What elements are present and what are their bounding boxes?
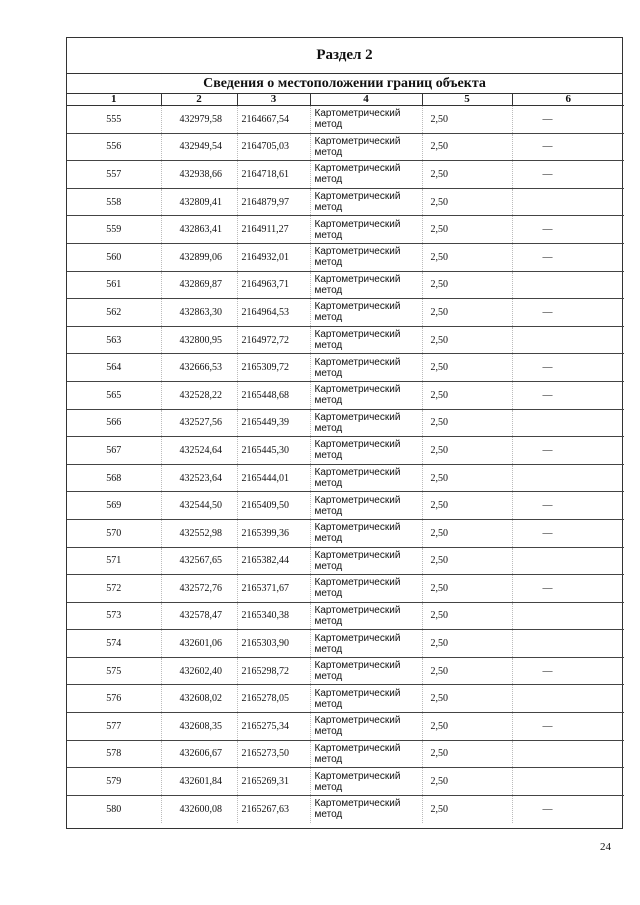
coordinate-y: 2164963,71 [237,271,310,299]
description-cell: — [512,657,624,685]
coordinate-x: 432979,58 [161,106,237,134]
coordinate-y: 2165273,50 [237,740,310,768]
determination-method [310,354,422,382]
coordinate-y: 2164667,54 [237,106,310,134]
description-cell: — [542,803,553,815]
point-number: 558 [67,188,161,216]
method-line-2: метод [314,257,343,269]
method-line-1: Картометрический [314,770,401,782]
accuracy-value: 2,50 [422,106,512,134]
determination-method [310,464,422,492]
method-line-2: метод [314,809,343,821]
description-cell: — [512,133,624,161]
coordinate-y: 2164932,01 [237,243,310,271]
determination-method [310,713,422,741]
table-row [67,216,624,244]
method-line-2: метод [314,478,343,490]
table-row [67,519,624,547]
method-line-1: Картометрический [314,163,401,175]
accuracy-value: 2,50 [422,795,512,823]
point-number: 570 [67,519,161,547]
method-line-1: Картометрический [314,273,401,285]
table-row [67,326,624,354]
table-row [67,795,624,823]
method-line-2: метод [314,146,343,158]
point-number: 571 [67,547,161,575]
determination-method [310,188,422,216]
accuracy-value: 2,50 [422,381,512,409]
coordinate-y: 2164911,27 [237,216,310,244]
coordinate-y: 2165278,05 [237,685,310,713]
coordinate-x: 432544,50 [161,492,237,520]
method-line-1: Картометрический [314,522,401,534]
document-frame [66,37,623,829]
method-line-1: Картометрический [314,798,401,810]
method-line-1: Картометрический [314,329,401,341]
point-number: 575 [67,657,161,685]
description-cell [512,768,624,796]
table-row [67,713,624,741]
point-number: 559 [67,216,161,244]
point-number: 580 [67,795,161,823]
table-body [67,106,624,823]
coordinate-y: 2165409,50 [237,492,310,520]
method-line-2: метод [314,367,343,379]
coordinate-x: 432528,22 [161,381,237,409]
description-cell: — [512,437,624,465]
description-cell: — [512,381,624,409]
table-row [67,271,624,299]
description-cell [512,188,624,216]
coordinate-y: 2164972,72 [237,326,310,354]
coordinate-x: 432527,56 [161,409,237,437]
coordinate-y: 2165449,39 [237,409,310,437]
point-number: 567 [67,437,161,465]
method-line-1: Картометрический [314,135,401,147]
table-row [67,299,624,327]
description-cell [512,740,624,768]
point-number: 560 [67,243,161,271]
coordinate-x: 432601,06 [161,630,237,658]
description-cell [512,464,624,492]
table-row [67,630,624,658]
method-line-2: метод [314,395,343,407]
determination-method [310,271,422,299]
column-header-2: 2 [161,94,237,106]
description-cell: — [512,161,624,189]
method-line-1: Картометрический [314,439,401,451]
method-line-1: Картометрический [314,356,401,368]
table-row [67,602,624,630]
coordinate-x: 432602,40 [161,657,237,685]
coordinate-y: 2164718,61 [237,161,310,189]
coordinate-y: 2165298,72 [237,657,310,685]
coordinate-x: 432800,95 [161,326,237,354]
point-number: 578 [67,740,161,768]
boundary-coordinates-table [67,94,624,823]
method-line-1: Картометрический [314,549,401,561]
coordinate-x: 432869,87 [161,271,237,299]
accuracy-value: 2,50 [422,602,512,630]
coordinate-y: 2164879,97 [237,188,310,216]
coordinate-x: 432666,53 [161,354,237,382]
method-line-2: метод [314,643,343,655]
determination-method [310,326,422,354]
description-cell [512,326,624,354]
determination-method [310,492,422,520]
determination-method [310,299,422,327]
coordinate-y: 2165269,31 [237,768,310,796]
determination-method [310,575,422,603]
accuracy-value: 2,50 [422,437,512,465]
description-cell [512,602,624,630]
method-line-2: метод [314,450,343,462]
description-cell [512,271,624,299]
coordinate-x: 432600,08 [161,795,237,823]
point-number: 564 [67,354,161,382]
point-number: 579 [67,768,161,796]
coordinate-y: 2165444,01 [237,464,310,492]
determination-method [310,437,422,465]
point-number: 556 [67,133,161,161]
method-line-2: метод [314,229,343,241]
coordinate-y: 2165303,90 [237,630,310,658]
coordinate-x: 432606,67 [161,740,237,768]
coordinate-x: 432938,66 [161,161,237,189]
method-line-2: метод [314,202,343,214]
coordinate-x: 432863,41 [161,216,237,244]
accuracy-value: 2,50 [422,464,512,492]
accuracy-value: 2,50 [422,713,512,741]
determination-method [310,547,422,575]
method-line-2: метод [314,340,343,352]
determination-method [310,243,422,271]
method-line-1: Картометрический [314,467,401,479]
table-row [67,133,624,161]
coordinate-y: 2165275,34 [237,713,310,741]
determination-method [310,657,422,685]
coordinate-y: 2164964,53 [237,299,310,327]
coordinate-y: 2165340,38 [237,602,310,630]
column-header-4: 4 [310,94,422,106]
method-line-1: Картометрический [314,715,401,727]
table-row [67,106,624,134]
method-line-1: Картометрический [314,660,401,672]
coordinate-x: 432608,35 [161,713,237,741]
method-line-1: Картометрический [314,577,401,589]
description-cell: — [512,519,624,547]
table-row [67,547,624,575]
description-cell [512,630,624,658]
method-line-2: метод [314,422,343,434]
coordinate-x: 432601,84 [161,768,237,796]
accuracy-value: 2,50 [422,740,512,768]
determination-method [310,519,422,547]
accuracy-value: 2,50 [422,299,512,327]
description-cell: — [512,492,624,520]
determination-method [310,409,422,437]
description-cell: — [512,243,624,271]
method-line-2: метод [314,615,343,627]
table-row [67,188,624,216]
determination-method [310,161,422,189]
coordinate-x: 432567,65 [161,547,237,575]
description-cell [512,547,624,575]
accuracy-value: 2,50 [422,271,512,299]
table-row [67,381,624,409]
accuracy-value: 2,50 [422,657,512,685]
coordinate-y: 2165445,30 [237,437,310,465]
method-line-2: метод [314,588,343,600]
coordinate-y: 2165371,67 [237,575,310,603]
method-line-2: метод [314,560,343,572]
description-cell: — [512,106,624,134]
table-row [67,768,624,796]
method-line-2: метод [314,119,343,131]
method-line-1: Картометрический [314,246,401,258]
column-header-3: 3 [237,94,310,106]
coordinate-x: 432608,02 [161,685,237,713]
method-line-1: Картометрический [314,301,401,313]
column-header-6: 6 [512,94,624,106]
method-line-1: Картометрический [314,384,401,396]
point-number: 572 [67,575,161,603]
accuracy-value: 2,50 [422,354,512,382]
coordinate-y: 2165448,68 [237,381,310,409]
table-row [67,354,624,382]
accuracy-value: 2,50 [422,243,512,271]
coordinate-y: 2165267,63 [237,795,310,823]
table-row [67,685,624,713]
point-number: 563 [67,326,161,354]
table-header-row [67,94,624,106]
determination-method [310,630,422,658]
accuracy-value: 2,50 [422,575,512,603]
determination-method [310,216,422,244]
method-line-1: Картометрический [314,742,401,754]
accuracy-value: 2,50 [422,630,512,658]
accuracy-value: 2,50 [422,326,512,354]
coordinate-x: 432524,64 [161,437,237,465]
point-number: 555 [67,106,161,134]
description-cell: — [512,299,624,327]
method-line-1: Картометрический [314,411,401,423]
method-line-2: метод [314,505,343,517]
accuracy-value: 2,50 [422,409,512,437]
accuracy-value: 2,50 [422,133,512,161]
method-line-2: метод [314,174,343,186]
method-line-2: метод [314,781,343,793]
determination-method [310,685,422,713]
page-number: 24 [600,841,611,853]
coordinate-x: 432572,76 [161,575,237,603]
description-cell: — [512,575,624,603]
table-row [67,243,624,271]
determination-method [310,740,422,768]
accuracy-value: 2,50 [422,161,512,189]
coordinate-x: 432552,98 [161,519,237,547]
accuracy-value: 2,50 [422,216,512,244]
description-cell [512,409,624,437]
point-number: 574 [67,630,161,658]
table-row [67,437,624,465]
coordinate-y: 2164705,03 [237,133,310,161]
coordinate-y: 2165309,72 [237,354,310,382]
coordinate-x: 432949,54 [161,133,237,161]
table-row [67,409,624,437]
point-number: 577 [67,713,161,741]
point-number: 573 [67,602,161,630]
coordinate-x: 432899,06 [161,243,237,271]
table-row [67,575,624,603]
table-row [67,464,624,492]
method-line-2: метод [314,698,343,710]
section-title: Раздел 2 [67,38,622,74]
method-line-1: Картометрический [314,632,401,644]
point-number: 565 [67,381,161,409]
point-number: 562 [67,299,161,327]
method-line-1: Картометрический [314,687,401,699]
method-line-1: Картометрический [314,494,401,506]
column-header-1: 1 [67,94,161,106]
table-row [67,492,624,520]
section-subtitle: Сведения о местоположении границ объекта [67,74,622,94]
determination-method [310,602,422,630]
determination-method [310,795,422,823]
accuracy-value: 2,50 [422,685,512,713]
method-line-2: метод [314,671,343,683]
table-row [67,657,624,685]
point-number: 568 [67,464,161,492]
method-line-1: Картометрический [314,108,401,120]
description-cell: — [512,713,624,741]
determination-method [310,133,422,161]
point-number: 566 [67,409,161,437]
coordinate-x: 432523,64 [161,464,237,492]
method-line-2: метод [314,284,343,296]
coordinate-x: 432809,41 [161,188,237,216]
determination-method [310,381,422,409]
method-line-1: Картометрический [314,191,401,203]
coordinate-y: 2165399,36 [237,519,310,547]
accuracy-value: 2,50 [422,768,512,796]
accuracy-value: 2,50 [422,188,512,216]
method-line-2: метод [314,753,343,765]
point-number: 576 [67,685,161,713]
point-number: 569 [67,492,161,520]
method-line-2: метод [314,312,343,324]
point-number: 557 [67,161,161,189]
determination-method [310,106,422,134]
point-number: 561 [67,271,161,299]
coordinate-x: 432863,30 [161,299,237,327]
method-line-1: Картометрический [314,604,401,616]
table-row [67,740,624,768]
description-cell [512,685,624,713]
method-line-2: метод [314,726,343,738]
method-line-2: метод [314,533,343,545]
method-line-1: Картометрический [314,218,401,230]
coordinate-x: 432578,47 [161,602,237,630]
accuracy-value: 2,50 [422,519,512,547]
determination-method [310,768,422,796]
accuracy-value: 2,50 [422,492,512,520]
table-row [67,161,624,189]
description-cell: — [512,216,624,244]
coordinate-y: 2165382,44 [237,547,310,575]
description-cell: — [512,354,624,382]
column-header-5: 5 [422,94,512,106]
accuracy-value: 2,50 [422,547,512,575]
